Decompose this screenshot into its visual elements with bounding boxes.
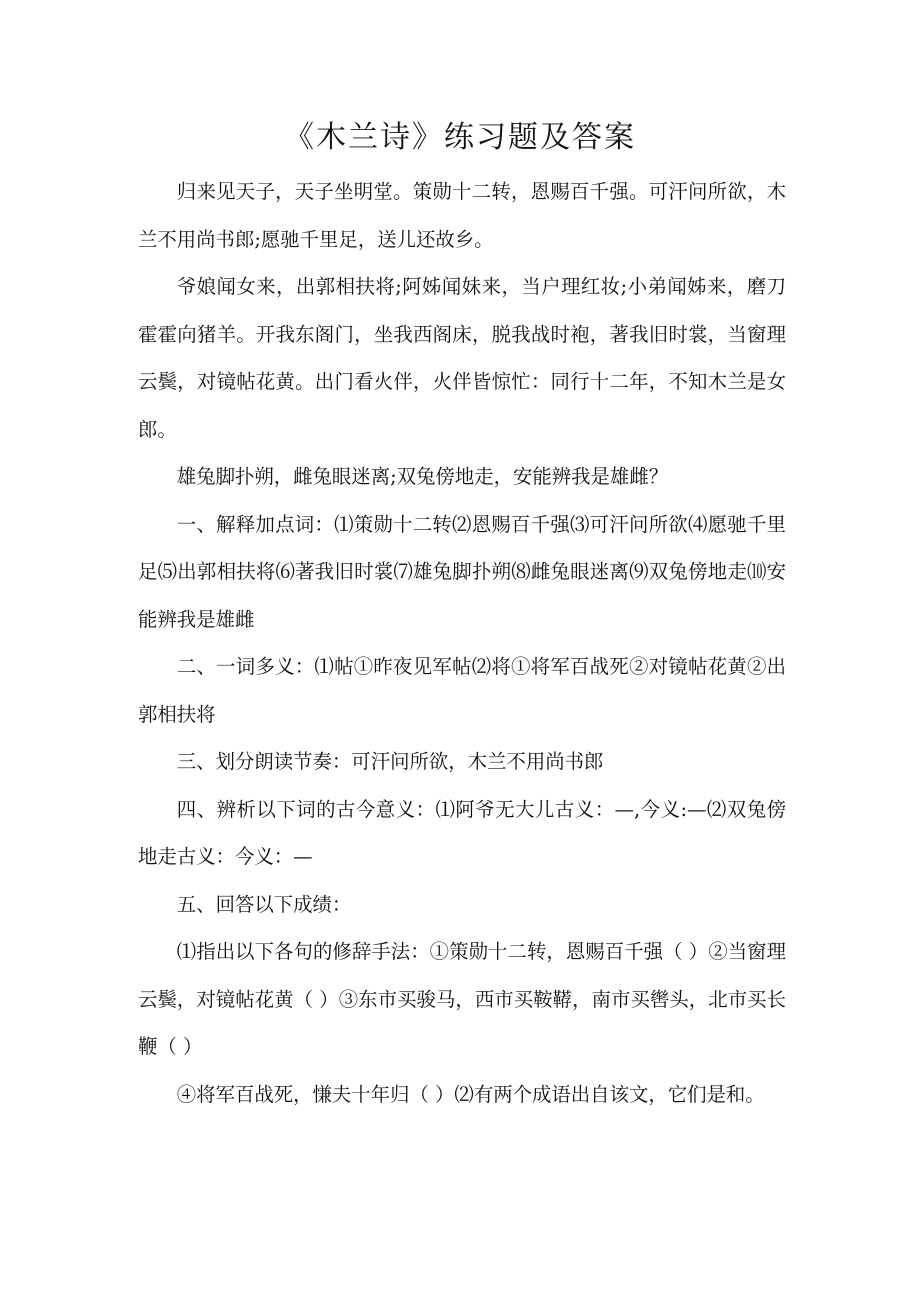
question-5-idioms: ④将军百战死，慊夫十年归（ ）⑵有两个成语出自该文，它们是和。	[176, 1082, 765, 1106]
question-3-rhythm: 三、划分朗读节奏：可汗问所欲，木兰不用尚书郎	[176, 750, 604, 773]
poem-paragraph-2: 爷娘闻女来，出郭相扶将;阿姊闻妹来，当户理红妆;小弟闻姊来，磨刀霍霍向猪羊。开我东阁门，坐我西阁床，脱我战时袍，著我旧时裳，当窗理云鬓，对镜帖花黄。出门看火伴，火伴皆惊忙：同行十二年，不知木兰是女郎。	[138, 275, 786, 441]
question-1-definitions: 一、解释加点词：⑴策勋十二转⑵恩赐百千强⑶可汗问所欲⑷愿驰千里足⑸出郭相扶将⑹著我旧时裳⑺雄兔脚扑朔⑻雌兔眼迷离⑼双兔傍地走⑽安能辨我是雄雌	[138, 512, 786, 631]
document-body	[138, 168, 786, 1118]
question-4-meanings: 四、辨析以下词的古今意义：⑴阿爷无大儿古义：—,今义:—⑵双兔傍地走古义：今义：—	[138, 797, 786, 868]
question-5-heading: 五、回答以下成绩：	[176, 892, 352, 916]
question-2-polysemy: 二、一词多义：⑴帖①昨夜见军帖⑵将①将军百战死②对镜帖花黄②出郭相扶将	[138, 655, 786, 726]
poem-paragraph-3: 雄兔脚扑朔，雌兔眼迷离;双兔傍地走，安能辨我是雄雌？	[176, 465, 669, 488]
poem-paragraph-1: 归来见天子，天子坐明堂。策勋十二转，恩赐百千强。可汗问所欲，木兰不用尚书郎;愿驰千里足，送儿还故乡。	[138, 180, 786, 251]
document-title: 《木兰诗》练习题及答案	[284, 120, 636, 155]
question-5-rhetoric: ⑴指出以下各句的修辞手法：①策勋十二转，恩赐百千强（ ）②当窗理云鬓，对镜帖花黄（ ）③东市买骏马，西市买鞍鞯，南市买辔头，北市买长鞭（ ）	[138, 940, 786, 1058]
